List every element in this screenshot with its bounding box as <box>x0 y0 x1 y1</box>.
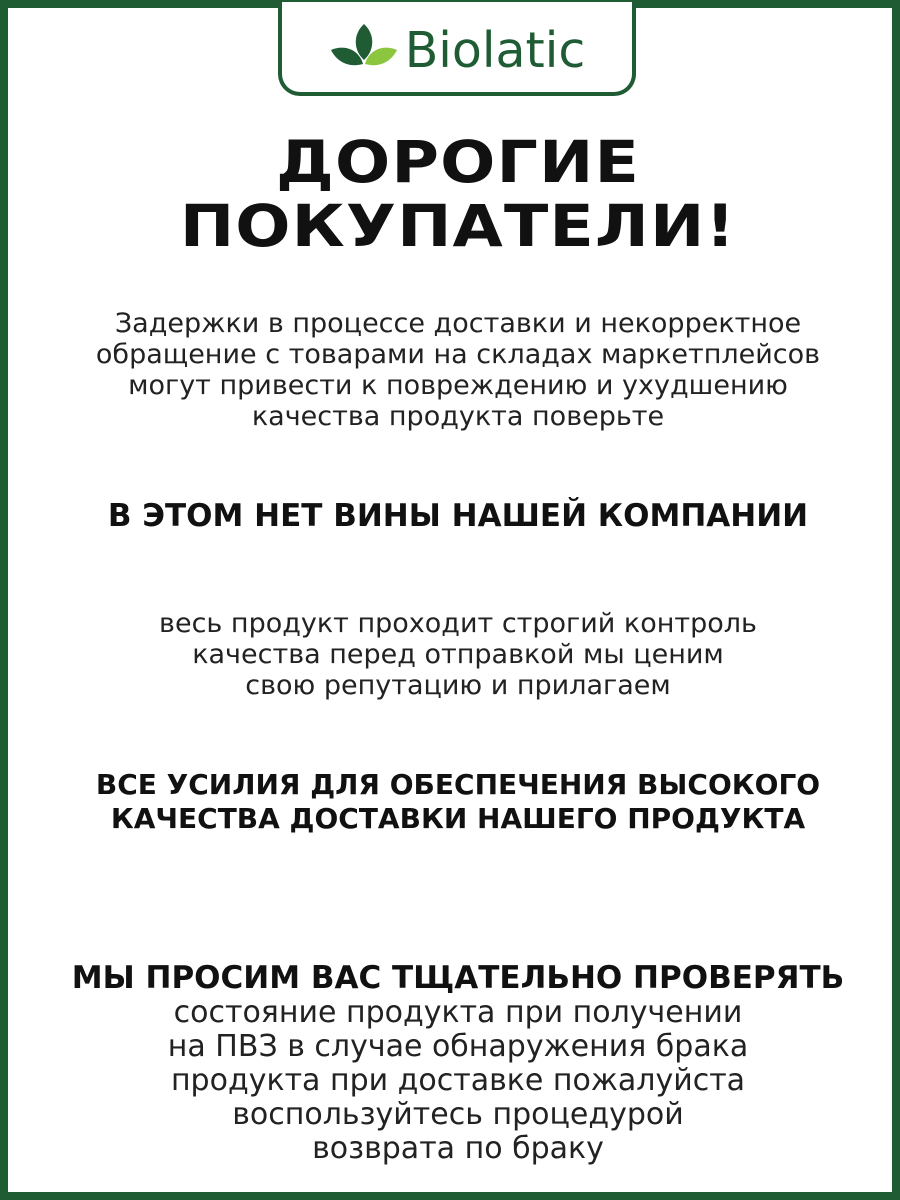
text-line: Задержки в процессе доставки и некорректное <box>114 308 802 339</box>
text-line: продукта при доставке пожалуйста <box>170 1063 746 1098</box>
title-line: ПОКУПАТЕЛИ! <box>179 192 737 260</box>
text-line: возврата по браку <box>312 1131 604 1166</box>
quality-paragraph <box>8 608 900 701</box>
text-line: обращение с товарами на складах маркетплейсов <box>95 339 821 370</box>
brand-name: Biolatic <box>404 21 586 79</box>
text-line: качества перед отправкой мы ценим <box>192 639 724 670</box>
title-line: ДОРОГИЕ <box>276 128 640 196</box>
return-paragraph <box>8 996 900 1166</box>
effort-statement <box>8 768 900 836</box>
text-line: состояние продукта при получении <box>173 995 743 1030</box>
text-line: весь продукт проходит строгий контроль <box>159 608 757 639</box>
text-line: качества продукта поверьте <box>251 401 665 432</box>
text-line: КАЧЕСТВА ДОСТАВКИ НАШЕГО ПРОДУКТА <box>110 802 806 835</box>
text-line: могут привести к повреждению и ухудшению <box>128 370 788 401</box>
page-title <box>0 130 900 258</box>
text-line: свою репутацию и прилагаем <box>245 670 671 701</box>
request-heading: МЫ ПРОСИМ ВАС ТЩАТЕЛЬНО ПРОВЕРЯТЬ <box>71 960 845 996</box>
no-fault-statement: В ЭТОМ НЕТ ВИНЫ НАШЕЙ КОМПАНИИ <box>107 498 809 534</box>
text-line: на ПВЗ в случае обнаружения брака <box>167 1029 749 1064</box>
text-line: воспользуйтесь процедурой <box>232 1097 684 1132</box>
intro-paragraph <box>8 308 900 432</box>
text-line: ВСЕ УСИЛИЯ ДЛЯ ОБЕСПЕЧЕНИЯ ВЫСОКОГО <box>95 768 821 801</box>
brand-logo <box>278 2 636 96</box>
leaf-sprout-icon <box>329 20 399 80</box>
